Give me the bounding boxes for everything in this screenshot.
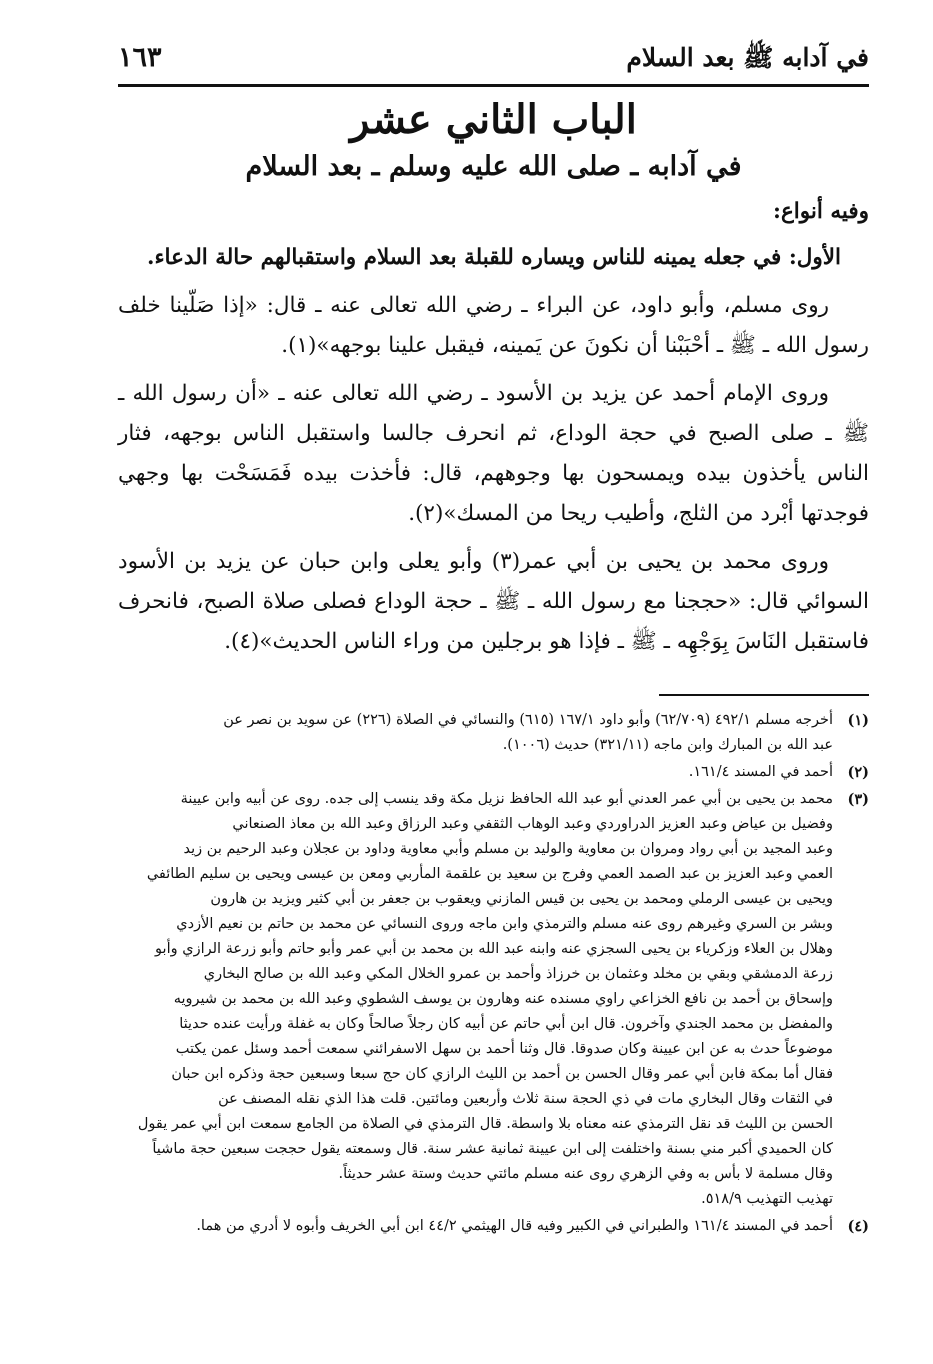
main-text xyxy=(118,192,869,670)
footnote-line: محمد بن يحيى بن أبي عمر العدني أبو عبد الله الحافظ نزيل مكة وقد ينسب إلى جده. روى عن أبيه وابن عيينة xyxy=(180,791,833,807)
paragraph: روى مسلم، وأبو داود، عن البراء ـ رضي الله تعالى عنه ـ قال: «إذا صَلّينا خلف رسول الله ـ ﷺ ـ أحْبَبْنا أن نكونَ عن يَمينه، فيقبل علينا بوجهه»(١). xyxy=(118,293,869,358)
footnote-number: (٣) xyxy=(847,791,869,808)
footnote xyxy=(118,760,869,785)
footnotes xyxy=(118,708,869,1241)
footnote-line: العمي وعبد العزيز بن عبد الصمد العمي وفرج بن سعيد بن علقمة المأربي ومعن بن عيسى ويحيى بن سليم الطائفي xyxy=(146,866,833,882)
footnote-text xyxy=(118,1214,833,1239)
chapter-title: الباب الثاني عشر xyxy=(350,96,637,143)
footnote-number: (٤) xyxy=(847,1218,869,1235)
footnote-line: وعبد المجيد بن أبي رواد ومروان بن معاوية والوليد بن مسلم وأبي معاوية وداود بن عجلان وعبد الرحيم بن زيد xyxy=(183,841,833,857)
footnote xyxy=(118,708,869,758)
footnote-line: تهذيب التهذيب ٥١٨/٩. xyxy=(701,1191,833,1207)
footnote-line: كان الحميدي أكبر مني بسنة واختلفت إلى ابن عيينة ثمانية عشر سنة. قال وسمعته يقول حججت سبعين حجة ماشياً xyxy=(152,1141,833,1157)
page-number: ١٦٣ xyxy=(118,42,162,73)
footnote-number: (٢) xyxy=(847,764,869,781)
section-heading: الأول: في جعله يمينه للناس ويساره للقبلة بعد السلام واستقبالهم حالة الدعاء. xyxy=(146,245,841,270)
header-rule xyxy=(118,84,869,87)
running-title: في آدابه ﷺ بعد السلام xyxy=(626,43,869,72)
footnote-text xyxy=(118,787,833,1212)
footnote-line: في الثقات وقال البخاري مات في ذي الحجة سنة ثلاث وأربعين ومائتين. قلت هذا الذي نقله المصنف عن xyxy=(218,1091,833,1107)
footnote-line: موضوعاً حدث به عن ابن عيينة وكان صدوقا. قال وثنا أحمد بن سهل الاسفرائني سمعت أحمد وسئل عمن يكتب xyxy=(175,1041,833,1057)
footnote-line: وبشر بن السري وغيرهم روى عنه مسلم والترمذي وابن ماجه وروى النسائي عن محمد بن حاتم بن نعيم الأزدي xyxy=(176,916,833,932)
footnote-line: وهلال بن العلاء وزكرياء بن يحيى السجزي عنه وابنه عبد الله بن محمد بن أبي عمر وأبو حاتم وأبو زرعة الرازي وأبو xyxy=(155,941,833,957)
footnote-text xyxy=(118,708,833,758)
footnote-line: الحسن بن الليث قد نقل الترمذي عنه معناه بلا واسطة. قال الترمذي في الصلاة من الجامع سمعت ابن أبي عمر يقول xyxy=(137,1116,833,1132)
paragraph: وروى محمد بن يحيى بن أبي عمر(٣) وأبو يعلى وابن حبان عن يزيد بن الأسود السوائي قال: «حججنا مع رسول الله ـ ﷺ ـ حجة الوداع فصلى صلاة الصبح، فانحرف فاستقبل النَاسَ بِوَجْهِه ـ ﷺ ـ فإذا هو برجلين من وراء الناس الحديث»(٤). xyxy=(118,549,869,654)
paragraph: وروى الإمام أحمد عن يزيد بن الأسود ـ رضي الله تعالى عنه ـ «أن رسول الله ـ ﷺ ـ صلى الصبح في حجة الوداع، ثم انحرف جالسا واستقبل الناس بوجهه، فثار الناس يأخذون بيده ويمسحون بها وجوههم، قال: فأخذت بيده فَمَسَحْت بها وجهي فوجدتها أبْرد من الثلج، وأطيب ريحا من المسك»(٢). xyxy=(118,381,869,526)
footnote-line: زرعة الدمشقي وبقي بن مخلد وعثمان بن خرزاذ وأحمد بن عمرو الخلال المكي وعبد الله بن صالح البخاري xyxy=(203,966,833,982)
running-head xyxy=(118,42,869,82)
footnote-line: وقال مسلمة لا بأس به وفي الزهري روى عنه مسلم مائتي حديث وستة عشر حديثاً. xyxy=(338,1166,833,1182)
footnote-line: فقال أما بمكة فابن أبي عمر وقال الحسن بن أحمد بن الليث الرازي كان حج سبعا وسبعين حجة وذكره ابن حبان xyxy=(171,1066,833,1082)
footnote-line: والمفضل بن محمد الجندي وآخرون. قال ابن أبي حاتم عن أبيه كان رجلاً صالحاً وكان به غفلة ورأيت عنده حديثا xyxy=(179,1016,833,1032)
footnote-line: عبد الله بن المبارك وابن ماجه (٣٢١/١١) حديث (١٠٠٦). xyxy=(502,737,833,753)
footnote-line: أحمد في المسند ١٦١/٤. xyxy=(688,764,833,780)
footnote xyxy=(118,1214,869,1239)
footnote xyxy=(118,787,869,1212)
chapter-subtitle: في آدابه ـ صلى الله عليه وسلم ـ بعد السلام xyxy=(245,151,742,182)
footnote-rule xyxy=(659,694,869,696)
footnote-line: أحمد في المسند ١٦١/٤ والطبراني في الكبير وفيه قال الهيثمي ٤٤/٢ ابن أبي الخريف وأبوه لا أدري من هما. xyxy=(196,1218,833,1234)
footnote-line: وفضيل بن عياض وعبد العزيز الدراوردي وعبد الوهاب الثقفي وعبد الرزاق وعبد الله بن معاذ الصنعاني xyxy=(232,816,833,832)
footnote-line: أخرجه مسلم ٤٩٢/١ (٦٢/٧٠٩) وأبو داود ١٦٧/١ (٦١٥) والنسائي في الصلاة (٢٢٦) عن سويد بن نصر عن xyxy=(223,712,833,728)
footnote-line: وإسحاق بن أحمد بن نافع الخزاعي راوي مسنده عنه وهارون بن يوسف الشطوي وعبد الله بن محمد بن شيرويه xyxy=(173,991,833,1007)
footnote-line: ويحيى بن عيسى الرملي ومحمد بن يحيى بن قيس المازني ويعقوب بن جعفر بن أبي كثير ويزيد بن هارون xyxy=(210,891,833,907)
footnote-text xyxy=(118,760,833,785)
intro-line: وفيه أنواع: xyxy=(773,199,869,224)
footnote-number: (١) xyxy=(847,712,869,729)
